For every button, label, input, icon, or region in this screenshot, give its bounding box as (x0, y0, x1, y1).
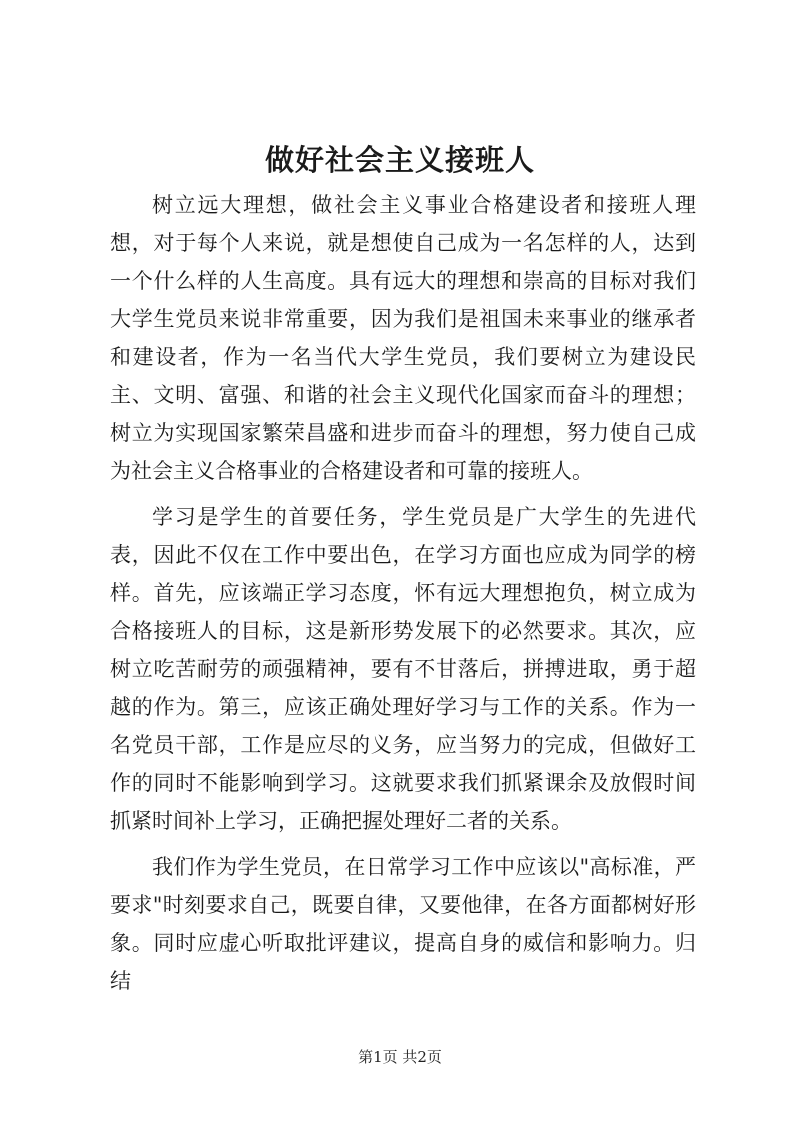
document-title: 做好社会主义接班人 (264, 143, 535, 177)
paragraph: 我们作为学生党员，在日常学习工作中应该以"高标准，严要求"时刻要求自己，既要自律，又要他律，在各方面都树好形象。同时应虚心听取批评建议，提高自身的威信和影响力。归结 (110, 855, 696, 993)
document-body (110, 186, 696, 1008)
page-number-footer: 第1页 共2页 (358, 1048, 442, 1066)
paragraph: 学习是学生的首要任务，学生党员是广大学生的先进代表，因此不仅在工作中要出色，在学习方面也应成为同学的榜样。首先，应该端正学习态度，怀有远大理想抱负，树立成为合格接班人的目标，这是新形势发展下的必然要求。其次，应树立吃苦耐劳的顽强精神，要有不甘落后，拼搏进取，勇于超越的作为。第三，应该正确处理好学习与工作的关系。作为一名党员干部，工作是应尽的义务，应当努力的完成，但做好工作的同时不能影响到学习。这就要求我们抓紧课余及放假时间抓紧时间补上学习，正确把握处理好二者的关系。 (110, 505, 696, 833)
paragraph: 树立远大理想，做社会主义事业合格建设者和接班人理想，对于每个人来说，就是想使自己成为一名怎样的人，达到一个什么样的人生高度。具有远大的理想和崇高的目标对我们大学生党员来说非常重要，因为我们是祖国未来事业的继承者和建设者，作为一名当代大学生党员，我们要树立为建设民主、文明、富强、和谐的社会主义现代化国家而奋斗的理想；树立为实现国家繁荣昌盛和进步而奋斗的理想，努力使自己成为社会主义合格事业的合格建设者和可靠的接班人。 (110, 193, 696, 483)
